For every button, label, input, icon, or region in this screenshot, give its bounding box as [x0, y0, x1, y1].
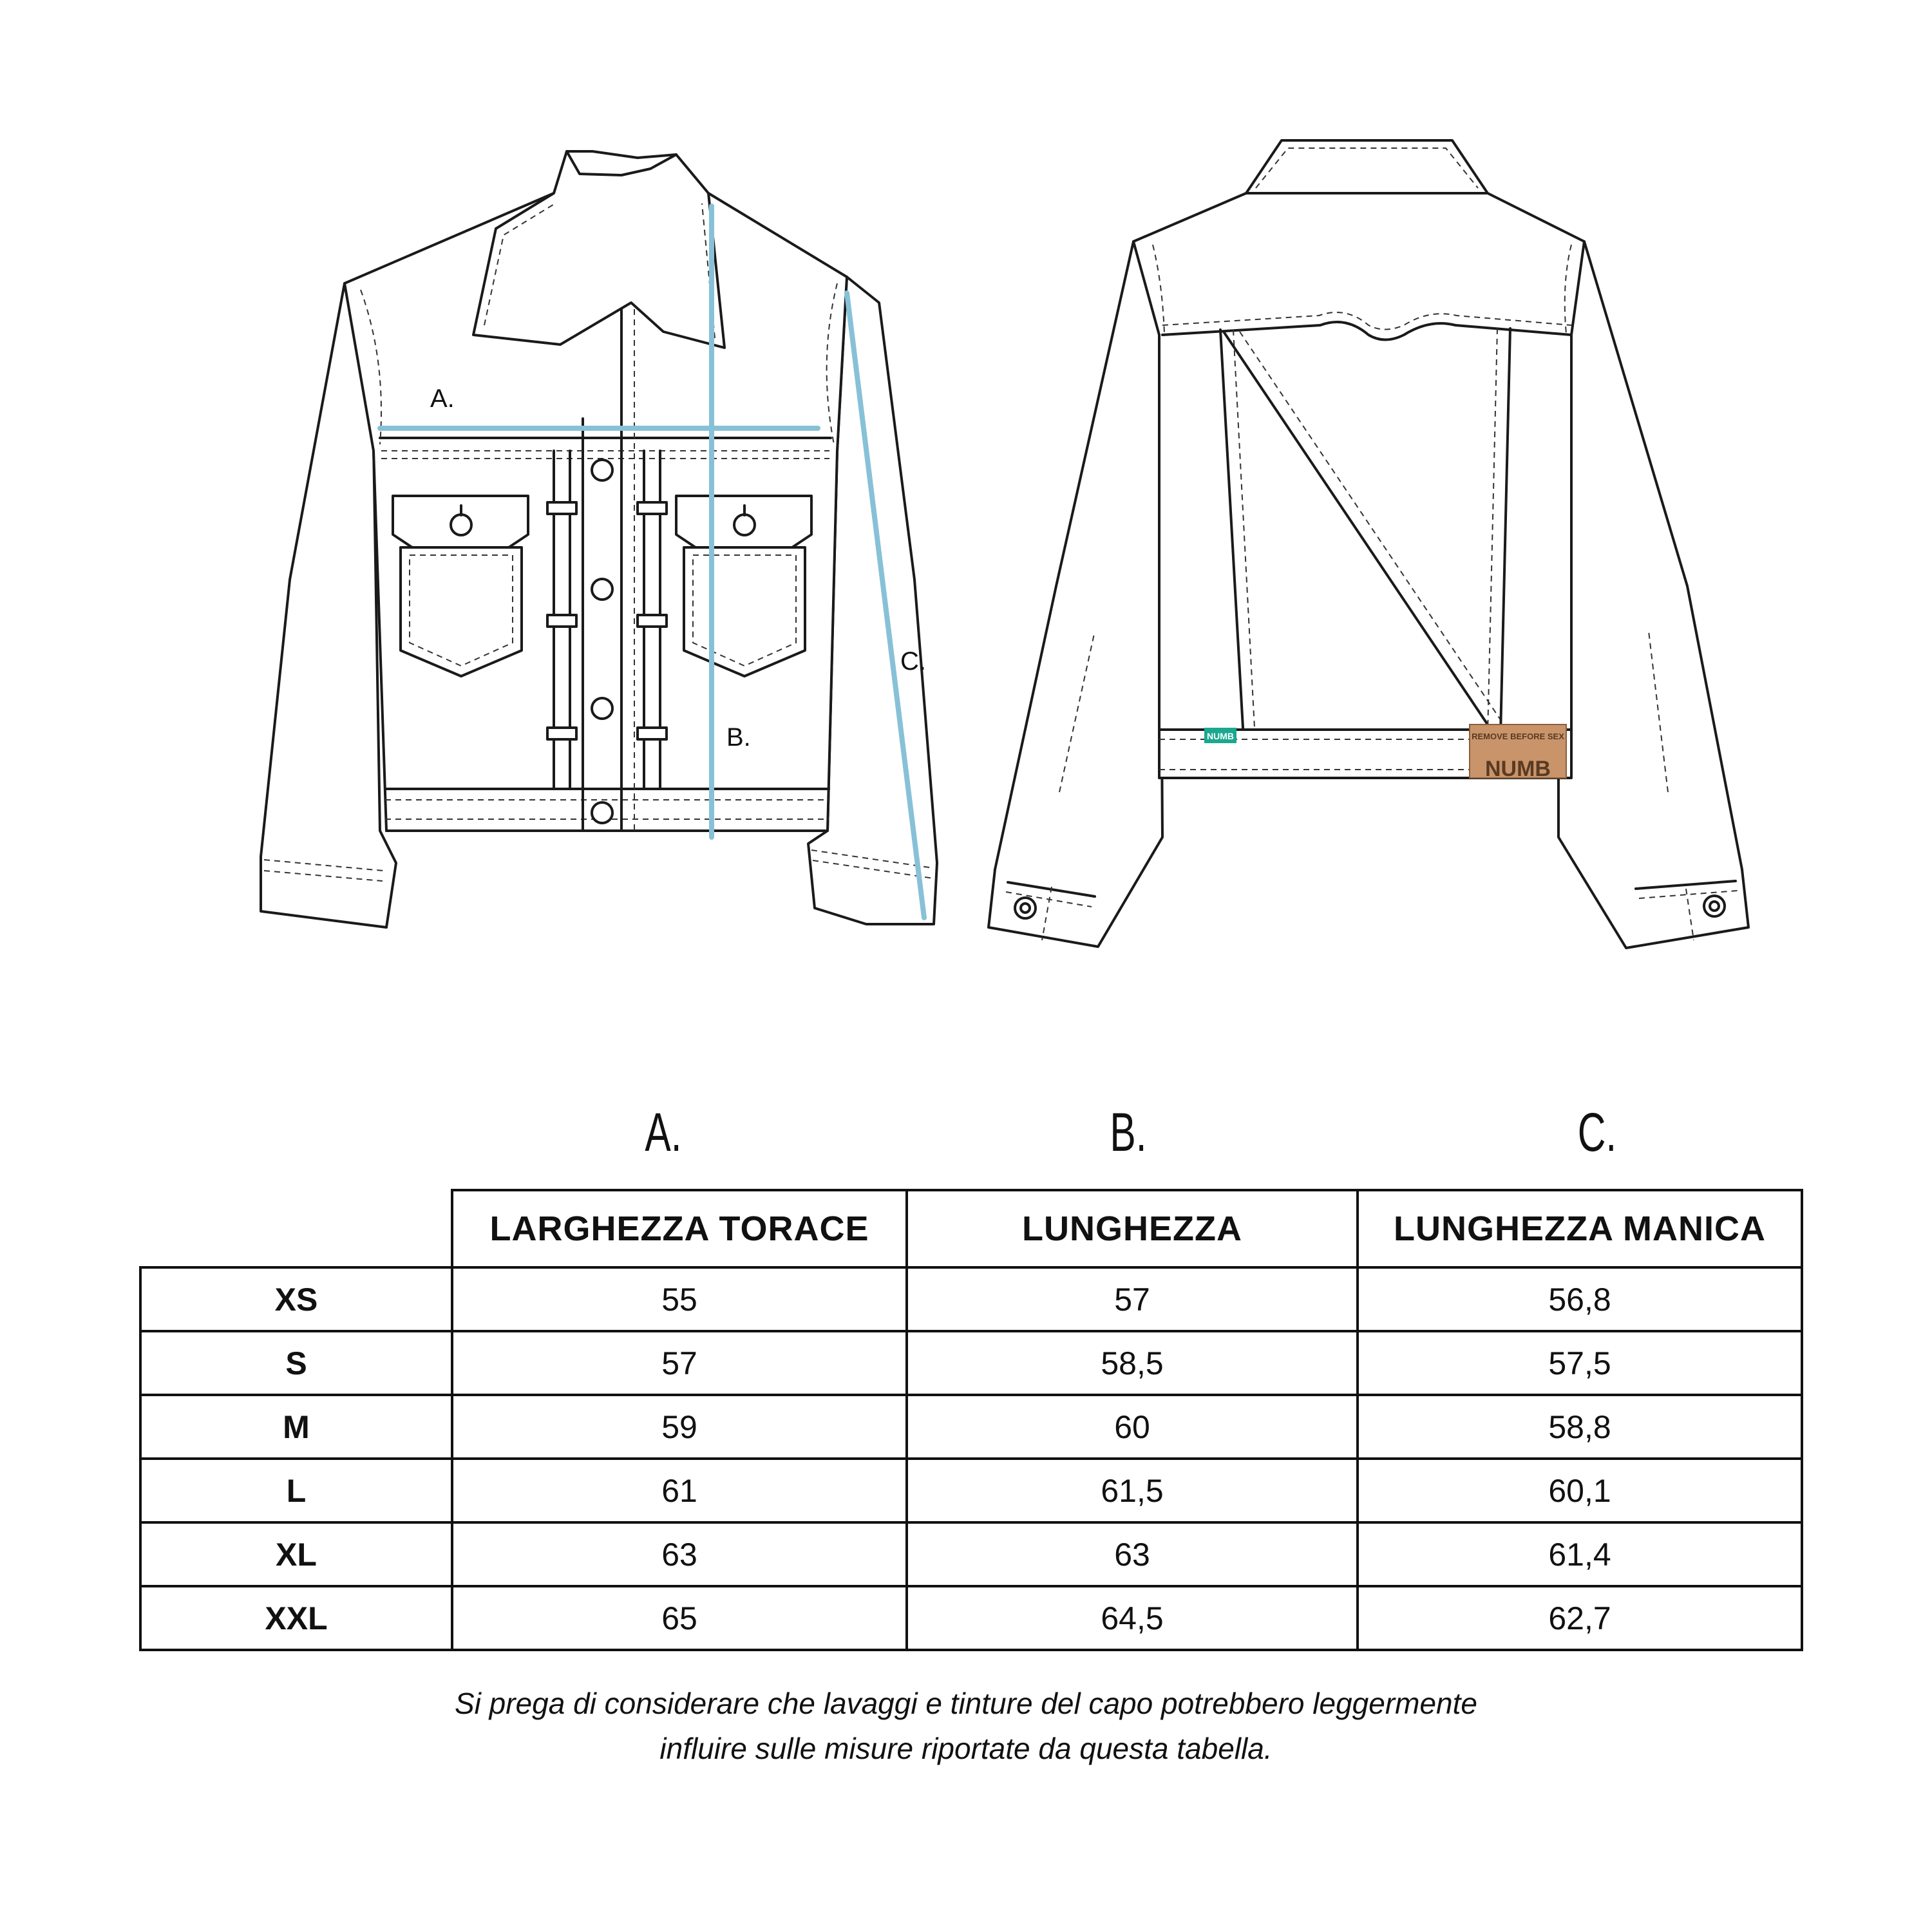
size-chart-table: [139, 1189, 1803, 1651]
front-button: [592, 579, 612, 600]
disclaimer-line-2: influire sulle misure riportate da questa tabella.: [659, 1732, 1273, 1765]
chest-width-value: 57: [452, 1331, 907, 1395]
header-length: LUNGHEZZA: [907, 1190, 1358, 1267]
length-value: 64,5: [907, 1586, 1358, 1650]
back-right-sleeve: [1558, 242, 1748, 948]
size-label: S: [140, 1331, 452, 1395]
sleeve-length-value: 56,8: [1358, 1267, 1802, 1331]
leather-patch-text: REMOVE BEFORE SEX: [1472, 732, 1564, 741]
sleeve-length-value: 58,8: [1358, 1395, 1802, 1459]
size-label: XXL: [140, 1586, 452, 1650]
back-body: [1133, 193, 1584, 778]
sleeve-length-value: 62,7: [1358, 1586, 1802, 1650]
column-letter-c: C.: [1577, 1102, 1617, 1162]
length-value: 61,5: [907, 1459, 1358, 1522]
front-right-pocket: [684, 547, 805, 676]
sleeve-length-value: 61,4: [1358, 1522, 1802, 1586]
chest-width-value: 63: [452, 1522, 907, 1586]
chest-width-value: 61: [452, 1459, 907, 1522]
size-label: M: [140, 1395, 452, 1459]
table-row: [140, 1331, 1802, 1395]
sleeve-length-value: 57,5: [1358, 1331, 1802, 1395]
length-value: 60: [907, 1395, 1358, 1459]
length-value: 57: [907, 1267, 1358, 1331]
length-value: 63: [907, 1522, 1358, 1586]
front-collar: [473, 151, 724, 348]
column-letter-a: A.: [645, 1102, 682, 1162]
jacket-front-view: [261, 151, 937, 927]
header-chest-width: LARGHEZZA TORACE: [452, 1190, 907, 1267]
table-header-row: [140, 1190, 1802, 1267]
front-left-pocket: [401, 547, 522, 676]
table-row: [140, 1459, 1802, 1522]
size-label: XL: [140, 1522, 452, 1586]
size-label: XS: [140, 1267, 452, 1331]
table-row: [140, 1395, 1802, 1459]
disclaimer-line-1: Si prega di considerare che lavaggi e tinture del capo potrebbero leggermente: [454, 1687, 1477, 1720]
back-left-sleeve: [989, 242, 1162, 947]
header-sleeve-length: LUNGHEZZA MANICA: [1358, 1190, 1802, 1267]
table-row: [140, 1267, 1802, 1331]
table-row: [140, 1586, 1802, 1650]
jacket-back-view: [989, 140, 1748, 948]
table-row: [140, 1522, 1802, 1586]
chest-width-value: 55: [452, 1267, 907, 1331]
sleeve-length-value: 60,1: [1358, 1459, 1802, 1522]
size-label: L: [140, 1459, 452, 1522]
disclaimer-note: [0, 1681, 1932, 1771]
front-button: [592, 698, 612, 719]
back-collar: [1246, 140, 1488, 193]
leather-patch-logo: NUMB: [1485, 757, 1551, 781]
front-button: [592, 460, 612, 480]
brand-tag-text: NUMB: [1207, 731, 1234, 741]
length-value: 58,5: [907, 1331, 1358, 1395]
measure-label-b: B.: [726, 723, 751, 752]
column-letters: [0, 1101, 1932, 1179]
measure-label-c: C.: [900, 647, 926, 676]
front-button: [592, 802, 612, 823]
header-empty-cell: [140, 1190, 452, 1267]
column-letter-b: B.: [1110, 1102, 1147, 1162]
measure-label-a: A.: [430, 384, 455, 413]
chest-width-value: 65: [452, 1586, 907, 1650]
chest-width-value: 59: [452, 1395, 907, 1459]
